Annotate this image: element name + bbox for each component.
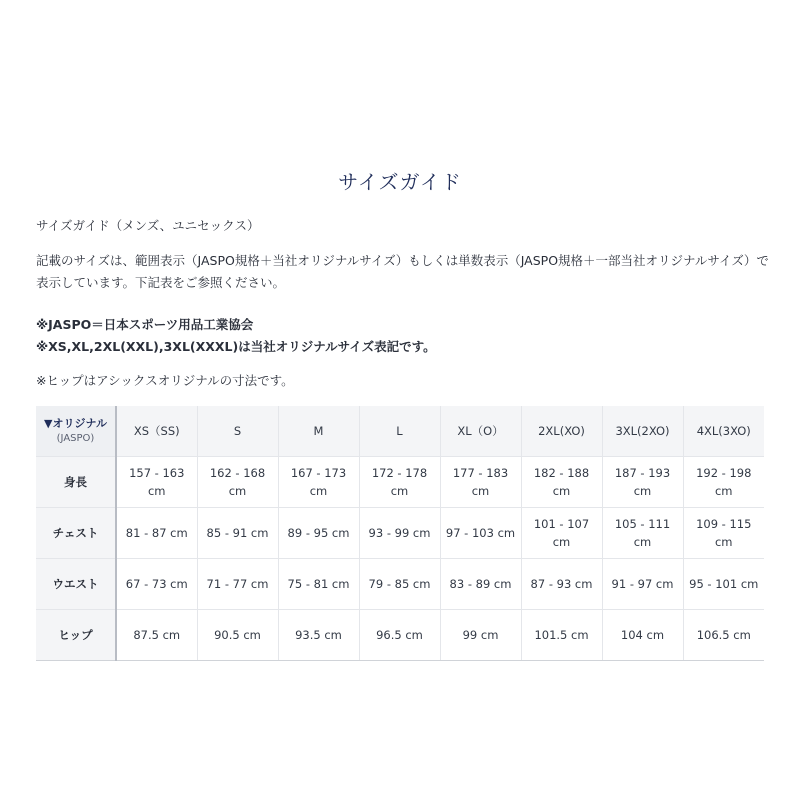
notes-block (36, 314, 772, 358)
row-header-waist: ウエスト (36, 559, 116, 610)
table-cell: 106.5 cm (683, 610, 764, 661)
table-row (36, 559, 764, 610)
table-header-row (36, 406, 764, 457)
column-header: 3XL(2XO) (602, 406, 683, 457)
table-cell: 192 - 198 cm (683, 457, 764, 508)
table-cell: 172 - 178 cm (359, 457, 440, 508)
note-hip: ※ヒップはアシックスオリジナルの寸法です。 (36, 373, 294, 388)
table-cell: 87.5 cm (116, 610, 197, 661)
table-cell: 187 - 193 cm (602, 457, 683, 508)
table-cell: 83 - 89 cm (440, 559, 521, 610)
table-cell: 91 - 97 cm (602, 559, 683, 610)
table-cell: 79 - 85 cm (359, 559, 440, 610)
row-header-chest: チェスト (36, 508, 116, 559)
table-cell: 99 cm (440, 610, 521, 661)
table-cell: 75 - 81 cm (278, 559, 359, 610)
column-header: XS（SS) (116, 406, 197, 457)
table-cell: 93.5 cm (278, 610, 359, 661)
table-cell: 182 - 188 cm (521, 457, 602, 508)
table-cell: 85 - 91 cm (197, 508, 278, 559)
table-cell: 109 - 115 cm (683, 508, 764, 559)
table-cell: 93 - 99 cm (359, 508, 440, 559)
column-header: L (359, 406, 440, 457)
table-cell: 87 - 93 cm (521, 559, 602, 610)
table-cell: 157 - 163 cm (116, 457, 197, 508)
table-corner-header (36, 406, 116, 457)
page-title: サイズガイド (338, 170, 462, 194)
table-cell: 89 - 95 cm (278, 508, 359, 559)
table-cell: 67 - 73 cm (116, 559, 197, 610)
table-cell: 96.5 cm (359, 610, 440, 661)
column-header: 4XL(3XO) (683, 406, 764, 457)
note-jaspo: ※JASPO＝日本スポーツ用品工業協会 (36, 317, 254, 332)
table-cell: 71 - 77 cm (197, 559, 278, 610)
table-cell: 167 - 173 cm (278, 457, 359, 508)
row-header-height: 身長 (36, 457, 116, 508)
section-subtitle: サイズガイド（メンズ、ユニセックス） (36, 218, 260, 233)
note-original-sizes: ※XS,XL,2XL(XXL),3XL(XXXL)は当社オリジナルサイズ表記です。 (36, 339, 436, 354)
table-row (36, 508, 764, 559)
table-cell: 81 - 87 cm (116, 508, 197, 559)
table-cell: 101 - 107 cm (521, 508, 602, 559)
table-row (36, 610, 764, 661)
size-description: 記載のサイズは、範囲表示（JASPO規格＋当社オリジナルサイズ）もしくは単数表示（JASPO規格＋一部当社オリジナルサイズ）で表示しています。下記表をご参照ください。 (36, 253, 769, 290)
row-header-hip: ヒップ (36, 610, 116, 661)
table-cell: 104 cm (602, 610, 683, 661)
column-header: S (197, 406, 278, 457)
column-header: XL（O） (440, 406, 521, 457)
column-header: M (278, 406, 359, 457)
table-cell: 105 - 111 cm (602, 508, 683, 559)
corner-label-original: ▼オリジナル (44, 417, 107, 430)
table-cell: 101.5 cm (521, 610, 602, 661)
table-row (36, 457, 764, 508)
table-cell: 97 - 103 cm (440, 508, 521, 559)
column-header: 2XL(XO) (521, 406, 602, 457)
corner-label-jaspo: (JASPO) (56, 433, 95, 444)
table-cell: 162 - 168 cm (197, 457, 278, 508)
table-cell: 90.5 cm (197, 610, 278, 661)
size-table (36, 406, 764, 661)
table-cell: 95 - 101 cm (683, 559, 764, 610)
table-cell: 177 - 183 cm (440, 457, 521, 508)
